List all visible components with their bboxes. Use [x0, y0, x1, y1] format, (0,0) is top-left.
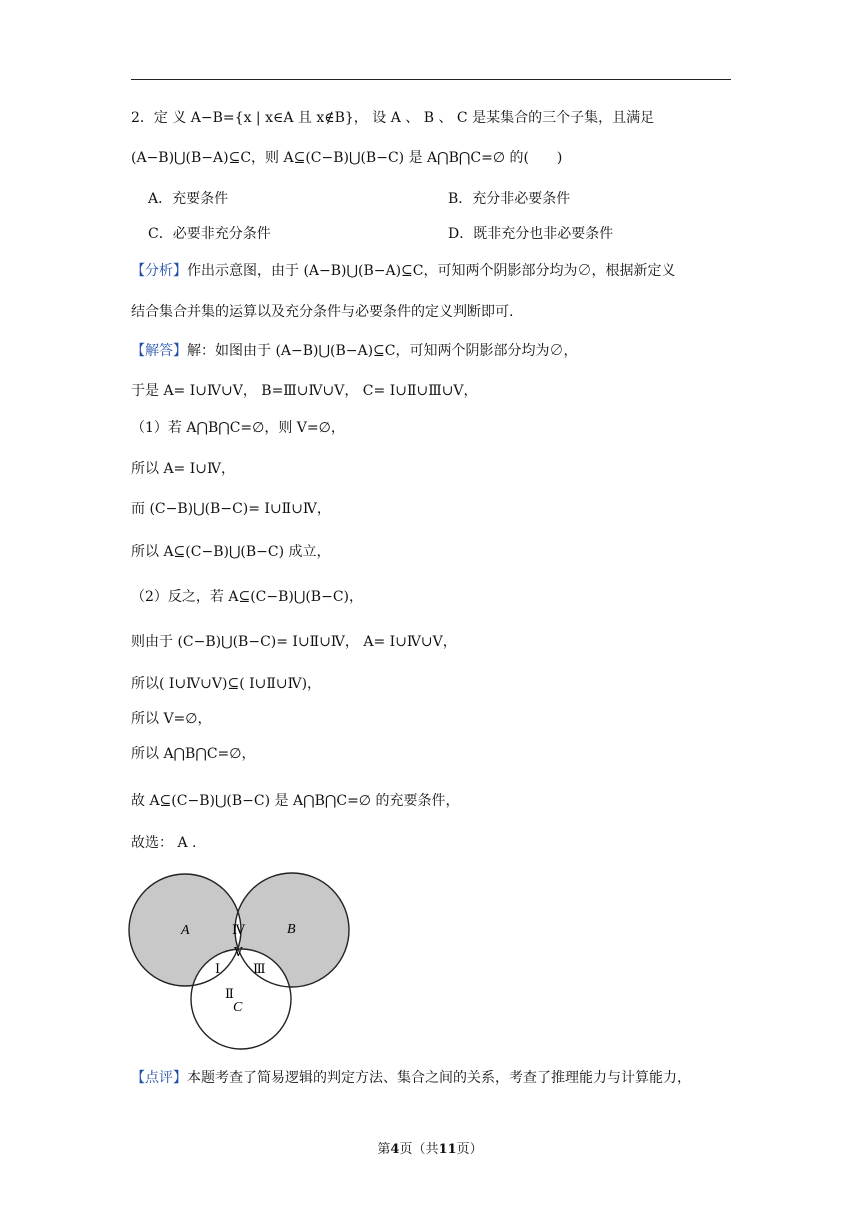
solution-line: 所以( Ⅰ∪Ⅳ∪Ⅴ)⊆( Ⅰ∪Ⅱ∪Ⅳ)， — [131, 676, 322, 692]
footer-page-number: 4 — [390, 1142, 400, 1157]
label-b: B — [287, 922, 296, 937]
solution-line: 故 A⊆(C−B)⋃(B−C) 是 A⋂B⋂C=∅ 的充要条件， — [131, 793, 460, 809]
comment-line — [131, 1068, 731, 1088]
solution-line: 所以 Ⅴ=∅， — [131, 711, 212, 727]
label-a: A — [181, 923, 190, 938]
solution-line: 故选： A . — [131, 835, 197, 851]
footer-prefix: 第 — [377, 1142, 391, 1157]
option-a: A．充要条件 — [148, 191, 229, 207]
solution-line: 则由于 (C−B)⋃(B−C)= Ⅰ∪Ⅱ∪Ⅳ， A= Ⅰ∪Ⅳ∪Ⅴ， — [131, 634, 457, 650]
solution-tag: 【解答】 — [131, 343, 187, 359]
label-iii: Ⅲ — [253, 962, 266, 977]
solution-line: 所以 A⊆(C−B)⋃(B−C) 成立， — [131, 544, 331, 560]
question-line-2: (A−B)⋃(B−A)⊆C，则 A⊆(C−B)⋃(B−C) 是 A⋂B⋂C=∅ 的( ) — [131, 150, 563, 166]
analysis-line-1 — [131, 261, 731, 281]
footer-mid: 页（共 — [399, 1142, 439, 1157]
analysis-line-2: 结合集合并集的运算以及充分条件与必要条件的定义判断即可. — [131, 304, 514, 320]
solution-line: 所以 A= Ⅰ∪Ⅳ， — [131, 461, 235, 477]
page-footer — [0, 1138, 860, 1157]
analysis-text: 作出示意图，由于 (A−B)⋃(B−A)⊆C，可知两个阴影部分均为∅，根据新定义 — [187, 263, 676, 279]
footer-suffix: 页） — [456, 1142, 483, 1157]
solution-first: 解：如图由于 (A−B)⋃(B−A)⊆C，可知两个阴影部分均为∅， — [187, 343, 578, 359]
comment-tag: 【点评】 — [131, 1070, 187, 1086]
label-i: Ⅰ — [215, 962, 221, 977]
option-b: B．充分非必要条件 — [448, 191, 571, 207]
option-c: C．必要非充分条件 — [148, 226, 271, 242]
question-line-1: 2．定 义 A−B={x | x∈A 且 x∉B}， 设 A 、 B 、 C 是某集合的三个子集，且满足 — [131, 110, 655, 126]
analysis-tag: 【分析】 — [131, 263, 187, 279]
label-v: Ⅴ — [234, 945, 243, 959]
label-iv: Ⅳ — [232, 923, 245, 938]
venn-diagram — [128, 866, 352, 1052]
solution-line: 于是 A= Ⅰ∪Ⅳ∪Ⅴ， B=Ⅲ∪Ⅳ∪Ⅴ， C= Ⅰ∪Ⅱ∪Ⅲ∪Ⅴ， — [131, 383, 478, 399]
solution-line: （1）若 A⋂B⋂C=∅，则 Ⅴ=∅， — [131, 420, 345, 436]
label-ii: Ⅱ — [225, 987, 234, 1002]
header-rule — [131, 79, 731, 80]
solution-line: 所以 A⋂B⋂C=∅， — [131, 746, 256, 762]
label-c: C — [233, 1000, 243, 1015]
solution-line-0 — [131, 341, 731, 361]
comment-text: 本题考查了简易逻辑的判定方法、集合之间的关系，考查了推理能力与计算能力， — [187, 1070, 691, 1086]
solution-line: 而 (C−B)⋃(B−C)= Ⅰ∪Ⅱ∪Ⅳ， — [131, 501, 331, 517]
option-d: D．既非充分也非必要条件 — [448, 226, 614, 242]
solution-line: （2）反之，若 A⊆(C−B)⋃(B−C)， — [131, 589, 363, 605]
footer-total-pages: 11 — [438, 1142, 457, 1157]
